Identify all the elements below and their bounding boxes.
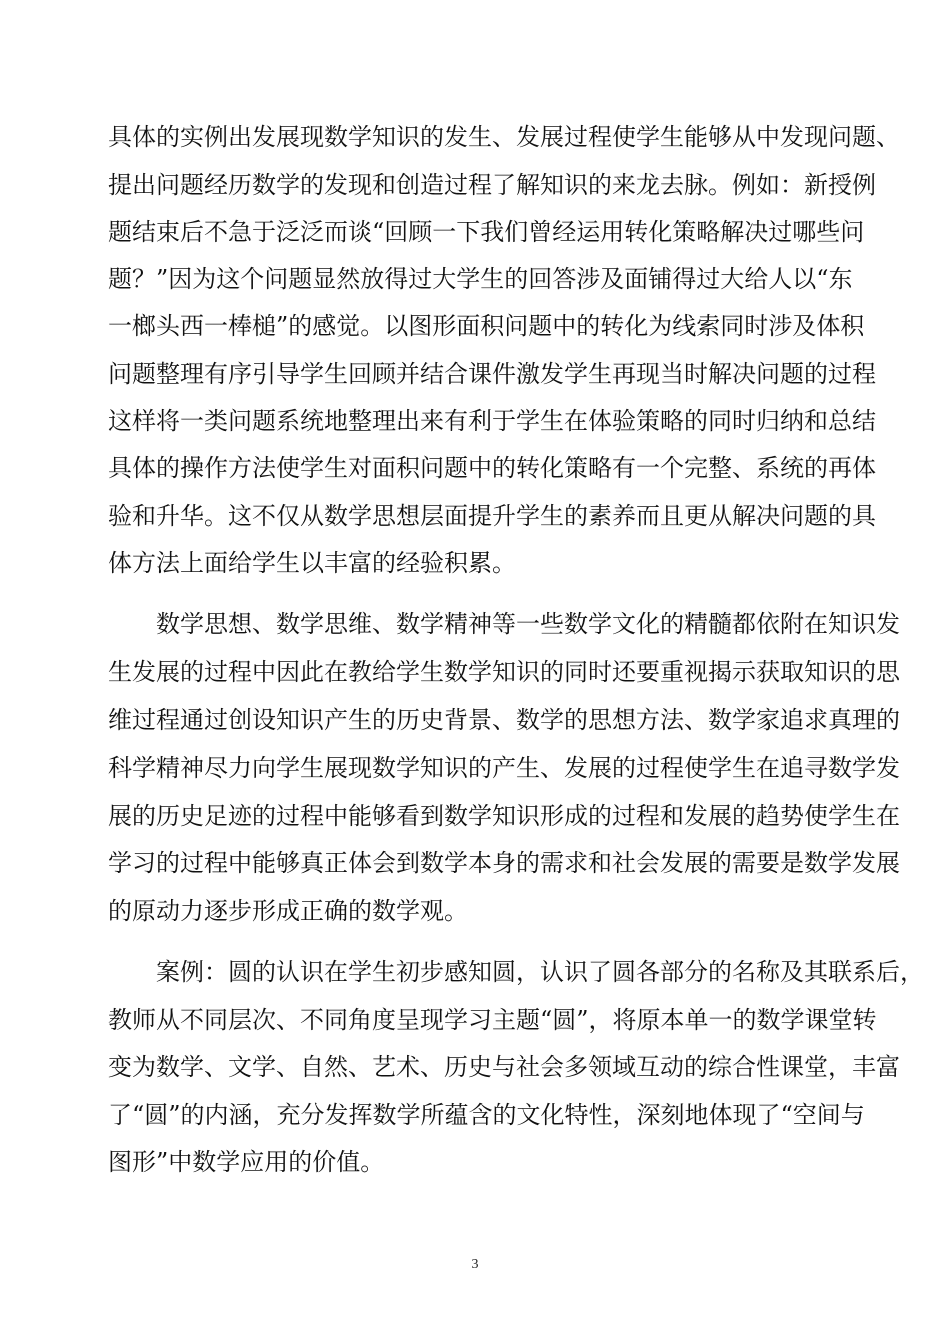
text-line: 体方法上面给学生以丰富的经验积累。 <box>108 549 516 577</box>
text-line: 科学精神尽力向学生展现数学知识的产生、发展的过程使学生在追寻数学发 <box>108 754 900 782</box>
text-line: 这样将一类问题系统地整理出来有利于学生在体验策略的同时归纳和总结 <box>108 407 876 435</box>
text-line: 问题整理有序引导学生回顾并结合课件激发学生再现当时解决问题的过程 <box>108 360 876 388</box>
text-line: 维过程通过创设知识产生的历史背景、数学的思想方法、数学家追求真理的 <box>108 706 900 734</box>
page-number: 3 <box>471 1257 479 1272</box>
text-line: 提出问题经历数学的发现和创造过程了解知识的来龙去脉。例如：新授例 <box>108 171 876 199</box>
text-line: 具体的实例出发展现数学知识的发生、发展过程使学生能够从中发现问题、 <box>108 123 900 151</box>
text-line: 题结束后不急于泛泛而谈“回顾一下我们曾经运用转化策略解决过哪些问 <box>108 218 865 246</box>
text-line: 展的历史足迹的过程中能够看到数学知识形成的过程和发展的趋势使学生在 <box>108 802 900 830</box>
text-line: 一榔头西一棒槌”的感觉。以图形面积问题中的转化为线索同时涉及体积 <box>108 312 865 340</box>
text-line: 变为数学、文学、自然、艺术、历史与社会多领域互动的综合性课堂，丰富 <box>108 1053 900 1081</box>
text-line: 图形”中数学应用的价值。 <box>108 1148 385 1176</box>
text-line: 题？”因为这个问题显然放得过大学生的回答涉及面铺得过大给人以“东 <box>108 265 853 293</box>
text-line: 的原动力逐步形成正确的数学观。 <box>108 897 468 925</box>
text-line: 案例：圆的认识在学生初步感知圆，认识了圆各部分的名称及其联系后， <box>156 958 924 986</box>
text-line: 生发展的过程中因此在教给学生数学知识的同时还要重视揭示获取知识的思 <box>108 658 900 686</box>
text-line: 教师从不同层次、不同角度呈现学习主题“圆”，将原本单一的数学课堂转 <box>108 1006 877 1034</box>
text-line: 数学思想、数学思维、数学精神等一些数学文化的精髓都依附在知识发 <box>156 610 900 638</box>
text-line: 了“圆”的内涵，充分发挥数学所蕴含的文化特性，深刻地体现了“空间与 <box>108 1101 865 1129</box>
text-line: 验和升华。这不仅从数学思想层面提升学生的素养而且更从解决问题的具 <box>108 502 876 530</box>
text-line: 学习的过程中能够真正体会到数学本身的需求和社会发展的需要是数学发展 <box>108 849 900 877</box>
text-line: 具体的操作方法使学生对面积问题中的转化策略有一个完整、系统的再体 <box>108 454 876 482</box>
